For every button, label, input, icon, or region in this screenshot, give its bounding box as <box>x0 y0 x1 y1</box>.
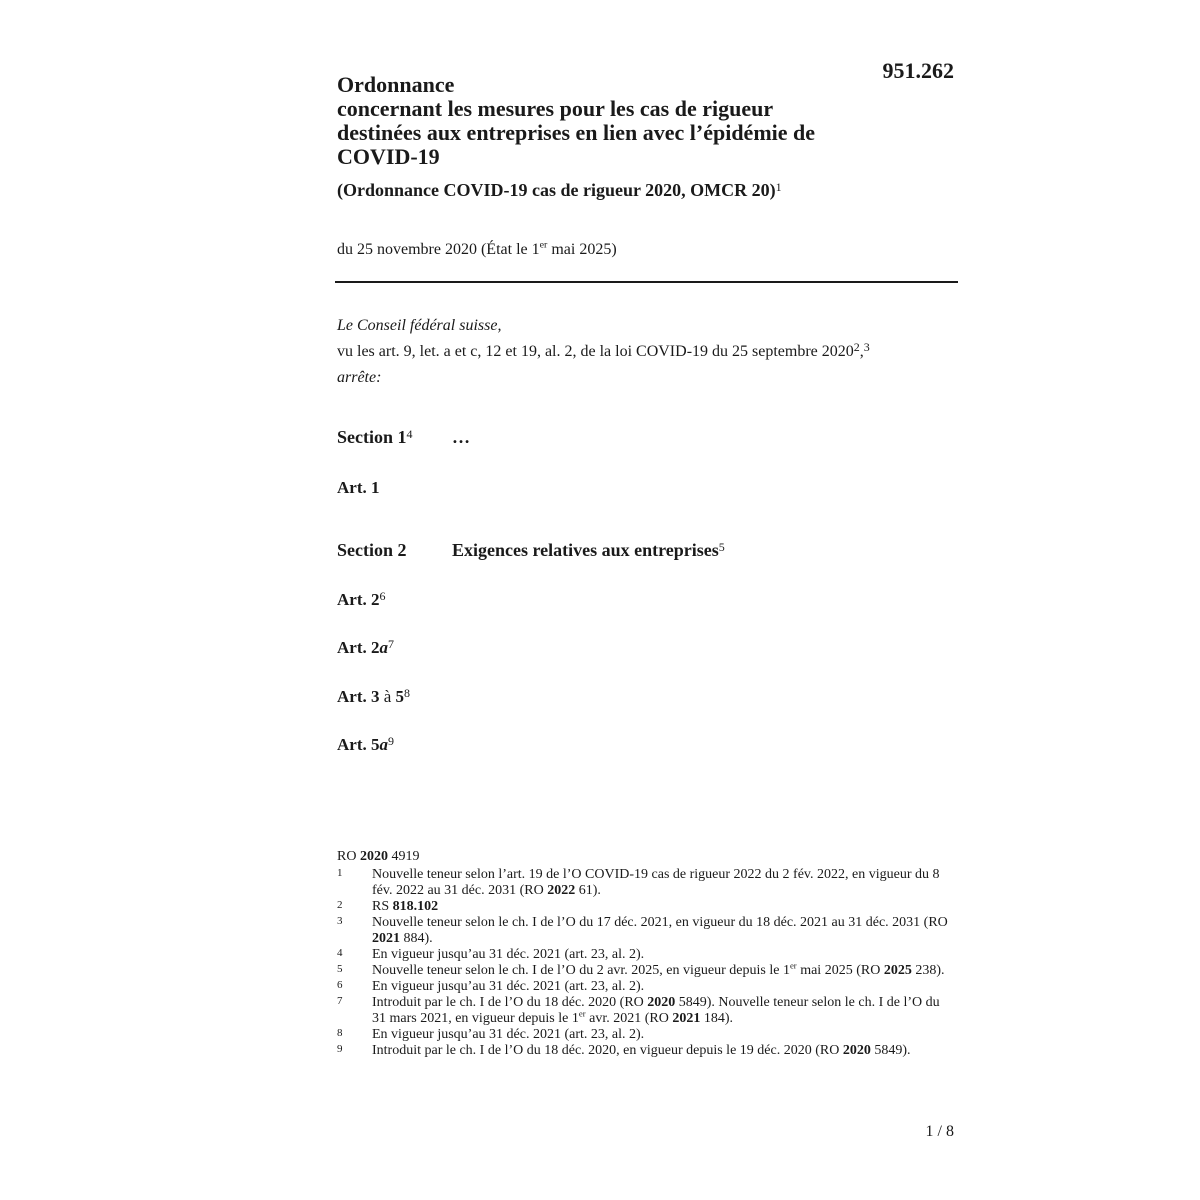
footnote-ref[interactable]: 8 <box>404 686 411 700</box>
article-label: Art. 3 <box>337 687 380 706</box>
footnote-ref[interactable]: 5 <box>718 540 725 554</box>
footnote-bold: 2021 <box>372 931 400 946</box>
date-superscript: er <box>539 239 548 251</box>
footnote-ref[interactable]: 2 <box>853 340 860 354</box>
article-label-end: 5 <box>395 687 405 706</box>
footnote-bold: 2025 <box>883 963 912 978</box>
preamble-decree: arrête: <box>337 369 382 386</box>
footnote-ref[interactable]: 4 <box>406 427 413 441</box>
footnote-5 <box>337 960 957 979</box>
footnote-text: En vigueur jusqu’au 31 déc. 2021 (art. 23, al. 2). <box>372 947 645 962</box>
footnote-text: RS <box>372 899 393 914</box>
footnote-number: 1 <box>337 867 343 879</box>
preamble <box>337 313 870 391</box>
article-2 <box>337 590 385 610</box>
footnote-text: 238). <box>911 963 945 978</box>
footnote-text: Nouvelle teneur selon le ch. I de l’O du 17 déc. 2021, en vigueur du 18 déc. 2021 au 31 déc. 2031 (RO <box>372 915 948 930</box>
footnote-ref[interactable]: 1 <box>775 180 782 194</box>
article-1: Art. 1 <box>337 478 380 497</box>
footnotes <box>337 849 957 1059</box>
footnote-4 <box>337 947 957 963</box>
footnote-7 <box>337 995 957 1027</box>
title-line: concernant les mesures pour les cas de rigueur <box>337 96 774 121</box>
article-5a <box>337 735 394 755</box>
footnote-superscript: er <box>578 1008 586 1019</box>
footnote-8 <box>337 1027 957 1043</box>
article-3-to-5 <box>337 687 410 707</box>
footnote-text: En vigueur jusqu’au 31 déc. 2021 (art. 23, al. 2). <box>372 979 645 994</box>
footnote-bold: 818.102 <box>392 899 439 914</box>
footnote-ref[interactable]: 9 <box>387 734 394 748</box>
footnote-ref[interactable]: 6 <box>379 589 386 603</box>
footnote-2 <box>337 899 957 915</box>
footnote-text: 884). <box>400 931 433 946</box>
article-letter: a <box>379 735 388 754</box>
article-label: Art. 5 <box>337 735 380 754</box>
footnote-1 <box>337 867 957 899</box>
date-line <box>337 241 617 259</box>
footnote-number: 7 <box>337 995 343 1007</box>
footnote-text: avr. 2021 (RO <box>585 1011 673 1026</box>
footnote-number: 4 <box>337 947 343 959</box>
ro-year: 2020 <box>359 849 388 864</box>
ro-prefix: RO <box>337 849 360 864</box>
footnote-text: Introduit par le ch. I de l’O du 18 déc. 2020 (RO <box>372 995 648 1010</box>
footnote-text: mai 2025 (RO <box>796 963 884 978</box>
footnote-ref[interactable]: 7 <box>387 637 394 651</box>
article-label: Art. 2 <box>337 638 380 657</box>
title-line: destinées aux entreprises en lien avec l’épidémie de <box>337 120 816 145</box>
footnote-superscript: er <box>789 960 797 971</box>
ro-page: 4919 <box>387 849 420 864</box>
article-label: Art. 2 <box>337 590 380 609</box>
footnote-number: 8 <box>337 1027 343 1039</box>
article-2a <box>337 638 394 658</box>
document-number: 951.262 <box>882 58 954 83</box>
section-title: … <box>452 427 470 447</box>
preamble-basis <box>337 339 870 365</box>
section-1-heading <box>337 427 470 448</box>
footnote-9 <box>337 1043 957 1059</box>
section-label: Section 2 <box>337 540 407 560</box>
short-title-text: (Ordonnance COVID-19 cas de rigueur 2020, OMCR 20) <box>337 180 776 200</box>
footnote-number: 9 <box>337 1043 343 1055</box>
article-range-word: à <box>379 687 396 706</box>
footnote-text: Introduit par le ch. I de l’O du 18 déc. 2020, en vigueur depuis le 19 déc. 2020 (RO <box>372 1043 843 1058</box>
footnote-text: 61). <box>575 883 601 898</box>
title-line: Ordonnance <box>337 72 455 97</box>
footnote-3 <box>337 915 957 947</box>
footnote-bold: 2022 <box>547 883 576 898</box>
footnote-text: Nouvelle teneur selon le ch. I de l’O du 2 avr. 2025, en vigueur depuis le 1 <box>372 963 790 978</box>
footnote-number: 6 <box>337 979 343 991</box>
footnote-text: En vigueur jusqu’au 31 déc. 2021 (art. 23, al. 2). <box>372 1027 645 1042</box>
date-text: du 25 novembre 2020 (État le 1 <box>337 241 540 258</box>
date-text-suffix: mai 2025) <box>547 241 617 258</box>
footnote-text: 184). <box>700 1011 733 1026</box>
title-line: COVID-19 <box>337 144 440 169</box>
page-number: 1 / 8 <box>925 1123 954 1140</box>
short-title <box>337 180 782 201</box>
preamble-separator: , <box>859 343 864 360</box>
preamble-basis-text: vu les art. 9, let. a et c, 12 et 19, al. 2, de la loi COVID-19 du 25 septembre 2020 <box>337 343 854 360</box>
footnote-text: Nouvelle teneur selon l’art. 19 de l’O COVID-19 cas de rigueur 2022 du 2 fév. 2022, en vigueur du 8 fév. 2022 au 31 déc. 2031 (RO <box>372 867 940 898</box>
section-title: Exigences relatives aux entreprises <box>452 540 719 560</box>
footnote-bold: 2020 <box>647 995 676 1010</box>
footnote-bold: 2020 <box>842 1043 871 1058</box>
footnote-number: 3 <box>337 915 343 927</box>
article-letter: a <box>379 638 388 657</box>
document-title <box>337 73 897 169</box>
title-divider <box>335 281 958 283</box>
footnote-bold: 2021 <box>672 1011 701 1026</box>
footnote-number: 2 <box>337 899 343 911</box>
footnote-text: 5849). <box>870 1043 911 1058</box>
ro-reference <box>337 849 957 865</box>
preamble-authority: Le Conseil fédéral suisse, <box>337 317 502 334</box>
section-2-heading <box>337 540 725 561</box>
footnote-text: 5849). Nouvelle teneur selon le ch. I de l’O du 31 mars 2021, en vigueur depuis le 1 <box>372 995 940 1026</box>
footnote-6 <box>337 979 957 995</box>
section-label: Section 1 <box>337 427 407 447</box>
footnote-ref[interactable]: 3 <box>863 340 870 354</box>
footnote-number: 5 <box>337 963 343 975</box>
